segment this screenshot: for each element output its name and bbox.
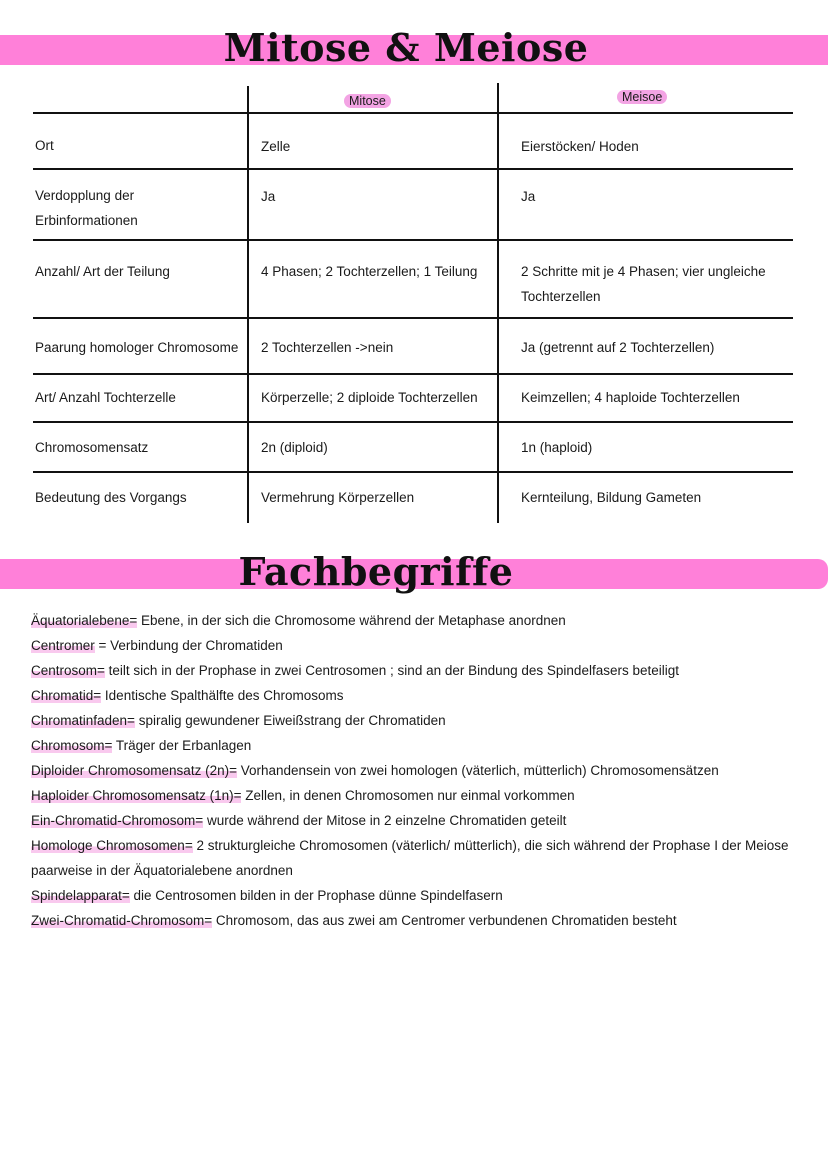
cell-mitose-bedeutung: Vermehrung Körperzellen — [261, 490, 415, 505]
definition: Ebene, in der sich die Chromosome während der Metaphase anordnen — [137, 613, 566, 628]
term: Diploider Chromosomensatz (2n)= — [31, 763, 237, 778]
glossary-item — [31, 783, 791, 808]
glossary-item — [31, 633, 791, 658]
definition: die Centrosomen bilden in der Prophase dünne Spindelfasern — [129, 888, 503, 903]
cell-mitose-paarung: 2 Tochterzellen ->nein — [261, 340, 394, 355]
term: Chromatid= — [31, 688, 102, 703]
cell-mitose-chromosomensatz: 2n (diploid) — [261, 440, 328, 455]
definition: Vorhandensein von zwei homologen (väterlich, mütterlich) Chromosomensätzen — [236, 763, 719, 778]
row-label-tochterzelle: Art/ Anzahl Tochterzelle — [35, 390, 176, 405]
row-label-ort: Ort — [35, 138, 54, 153]
page-title: Mitose & Meiose — [223, 25, 589, 70]
definition: Zellen, in denen Chromosomen nur einmal vorkommen — [241, 788, 575, 803]
definition: spiralig gewundener Eiweißstrang der Chromatiden — [134, 713, 446, 728]
cell-mitose-anzahl-teilung: 4 Phasen; 2 Tochterzellen; 1 Teilung — [261, 264, 478, 279]
glossary-item — [31, 758, 791, 783]
row-label-bedeutung: Bedeutung des Vorgangs — [35, 490, 187, 505]
glossary-item — [31, 733, 791, 758]
term: Centromer — [31, 638, 95, 653]
term: Chromatinfaden= — [31, 713, 135, 728]
cell-meiose-tochterzelle: Keimzellen; 4 haploide Tochterzellen — [521, 390, 740, 405]
cell-meiose-bedeutung: Kernteilung, Bildung Gameten — [521, 490, 702, 505]
table-column-divider — [497, 83, 499, 523]
cell-meiose-ort: Eierstöcken/ Hoden — [521, 139, 639, 154]
glossary-item — [31, 708, 791, 733]
cell-mitose-ort: Zelle — [261, 139, 291, 154]
table-rule — [33, 168, 793, 170]
row-label-chromosomensatz: Chromosomensatz — [35, 440, 149, 455]
glossary-list — [31, 608, 791, 933]
table-rule — [33, 471, 793, 473]
glossary-title: Fachbegriffe — [238, 549, 514, 594]
cell-mitose-verdopplung: Ja — [261, 189, 276, 204]
table-rule — [33, 373, 793, 375]
definition: 2 strukturgleiche Chromosomen (väterlich/ mütterlich), die sich während der Prophase I der Meiose paarweise in der Äquatorialebene anordnen — [31, 838, 789, 878]
header-meiose: Meisoe — [617, 90, 667, 104]
row-label-anzahl-teilung: Anzahl/ Art der Teilung — [35, 264, 170, 279]
glossary-item — [31, 833, 791, 883]
cell-meiose-anzahl-teilung: 2 Schritte mit je 4 Phasen; vier ungleiche Tochterzellen — [521, 264, 766, 304]
glossary-item — [31, 808, 791, 833]
glossary-item — [31, 908, 791, 933]
definition: wurde während der Mitose in 2 einzelne Chromatiden geteilt — [203, 813, 567, 828]
glossary-item — [31, 608, 791, 633]
glossary-item — [31, 658, 791, 683]
term: Äquatorialebene= — [31, 613, 138, 628]
term: Homologe Chromosomen= — [31, 838, 193, 853]
definition: Chromosom, das aus zwei am Centromer verbundenen Chromatiden besteht — [212, 913, 677, 928]
row-label-verdopplung: Verdopplung der Erbinformationen — [35, 188, 138, 228]
table-rule — [33, 112, 793, 114]
term: Ein-Chromatid-Chromosom= — [31, 813, 204, 828]
definition: = Verbindung der Chromatiden — [94, 638, 283, 653]
glossary-item — [31, 683, 791, 708]
term: Centrosom= — [31, 663, 105, 678]
term: Spindelapparat= — [31, 888, 130, 903]
term: Zwei-Chromatid-Chromosom= — [31, 913, 213, 928]
cell-meiose-chromosomensatz: 1n (haploid) — [521, 440, 593, 455]
definition: Identische Spalthälfte des Chromosoms — [101, 688, 344, 703]
row-label-paarung: Paarung homologer Chromosome — [35, 340, 239, 355]
table-rule — [33, 317, 793, 319]
table-rule — [33, 421, 793, 423]
cell-meiose-verdopplung: Ja — [521, 189, 536, 204]
glossary-item — [31, 883, 791, 908]
definition: teilt sich in der Prophase in zwei Centrosomen ; sind an der Bindung des Spindelfasers beteiligt — [104, 663, 679, 678]
cell-meiose-paarung: Ja (getrennt auf 2 Tochterzellen) — [521, 340, 715, 355]
table-column-divider — [247, 86, 249, 523]
header-mitose: Mitose — [344, 94, 391, 108]
term: Chromosom= — [31, 738, 113, 753]
table-rule — [33, 239, 793, 241]
term: Haploider Chromosomensatz (1n)= — [31, 788, 242, 803]
definition: Träger der Erbanlagen — [112, 738, 252, 753]
cell-mitose-tochterzelle: Körperzelle; 2 diploide Tochterzellen — [261, 390, 478, 405]
